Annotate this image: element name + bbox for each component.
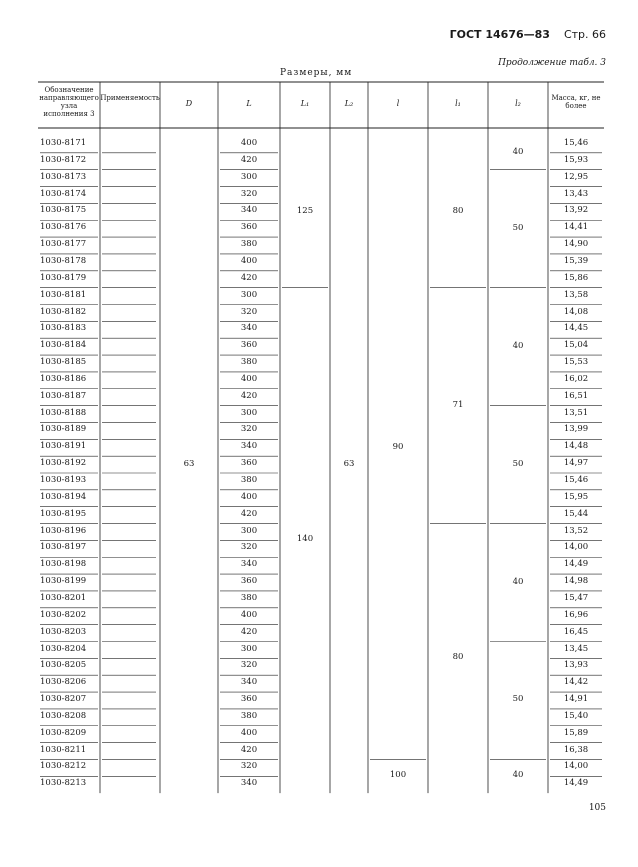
length-cell: 420 bbox=[240, 744, 258, 755]
mass-cell: 14,42 bbox=[563, 677, 589, 688]
mass-cell: 13,45 bbox=[563, 643, 589, 654]
length-cell: 340 bbox=[240, 778, 258, 789]
mass-cell: 14,49 bbox=[563, 559, 589, 570]
mass-cell: 13,99 bbox=[563, 424, 589, 435]
mass-cell: 16,02 bbox=[563, 373, 589, 384]
mass-cell: 13,93 bbox=[563, 660, 589, 671]
length-cell: 320 bbox=[240, 761, 258, 772]
column-header-l1: l₁ bbox=[455, 99, 461, 108]
length-cell: 380 bbox=[240, 475, 258, 485]
mass-cell: 16,51 bbox=[563, 390, 589, 401]
designation-cell: 1030-8189 bbox=[40, 424, 87, 435]
designation-cell: 1030-8194 bbox=[40, 491, 87, 502]
merged-l2-cell: 40 bbox=[512, 770, 524, 781]
mass-cell: 16,45 bbox=[563, 626, 589, 637]
mass-cell: 15,44 bbox=[563, 508, 589, 519]
designation-cell: 1030-8192 bbox=[40, 458, 87, 469]
mass-cell: 14,90 bbox=[563, 239, 589, 250]
length-cell: 340 bbox=[240, 205, 258, 216]
length-cell: 320 bbox=[240, 188, 258, 199]
table-continuation: Продолжение табл. 3 bbox=[498, 58, 606, 68]
length-cell: 300 bbox=[240, 643, 258, 654]
mass-cell: 15,86 bbox=[563, 272, 589, 283]
merged-l2-cell: 40 bbox=[512, 576, 524, 587]
merged-l1-cell: 71 bbox=[452, 399, 464, 410]
designation-cell: 1030-8208 bbox=[40, 710, 87, 721]
designation-cell: 1030-8174 bbox=[40, 188, 87, 199]
designation-cell: 1030-8176 bbox=[40, 222, 87, 233]
column-header-d: D bbox=[185, 99, 193, 108]
length-cell: 380 bbox=[240, 357, 258, 368]
length-cell: 360 bbox=[240, 576, 258, 587]
length-cell: 420 bbox=[240, 626, 258, 637]
length-cell: 400 bbox=[240, 138, 258, 148]
mass-cell: 13,92 bbox=[563, 205, 589, 216]
merged-l2-cell: 40 bbox=[512, 146, 524, 157]
length-cell: 380 bbox=[240, 592, 258, 603]
designation-cell: 1030-8178 bbox=[40, 255, 87, 266]
length-cell: 400 bbox=[240, 255, 258, 266]
length-cell: 320 bbox=[240, 542, 258, 553]
designation-cell: 1030-8209 bbox=[40, 727, 87, 738]
merged-d-cell: 63 bbox=[183, 458, 195, 469]
length-cell: 340 bbox=[240, 677, 258, 688]
length-cell: 420 bbox=[240, 508, 258, 519]
mass-cell: 14,00 bbox=[563, 761, 589, 772]
column-header-application: Применяемость bbox=[100, 94, 160, 102]
length-cell: 340 bbox=[240, 559, 258, 570]
column-header-l: L bbox=[246, 99, 252, 108]
length-cell: 420 bbox=[240, 154, 258, 165]
designation-cell: 1030-8198 bbox=[40, 559, 87, 570]
mass-cell: 15,95 bbox=[563, 491, 589, 502]
length-cell: 320 bbox=[240, 660, 258, 671]
standard-number: ГОСТ 14676—83 bbox=[449, 28, 550, 41]
designation-cell: 1030-8187 bbox=[40, 390, 87, 401]
mass-cell: 14,00 bbox=[563, 542, 589, 553]
designation-cell: 1030-8207 bbox=[40, 694, 87, 705]
mass-cell: 15,53 bbox=[563, 357, 589, 368]
designation-cell: 1030-8183 bbox=[40, 323, 87, 334]
merged-l-cell: 90 bbox=[392, 441, 404, 452]
designation-cell: 1030-8197 bbox=[40, 542, 87, 553]
mass-cell: 15,93 bbox=[563, 154, 589, 165]
designation-cell: 1030-8186 bbox=[40, 373, 87, 384]
column-header-designation: Обозначение направляющего узла исполнения 3 bbox=[39, 86, 99, 118]
page-label: Стр. 66 bbox=[563, 28, 606, 41]
designation-cell: 1030-8195 bbox=[40, 508, 87, 519]
designation-cell: 1030-8204 bbox=[40, 643, 87, 654]
length-cell: 380 bbox=[240, 239, 258, 250]
designation-cell: 1030-8213 bbox=[40, 778, 87, 789]
mass-cell: 13,43 bbox=[563, 188, 589, 199]
mass-cell: 14,91 bbox=[563, 694, 589, 705]
designation-cell: 1030-8188 bbox=[40, 407, 87, 418]
length-cell: 320 bbox=[240, 424, 258, 435]
mass-cell: 14,49 bbox=[563, 778, 589, 789]
designation-cell: 1030-8199 bbox=[40, 576, 87, 587]
length-cell: 420 bbox=[240, 272, 258, 283]
designation-cell: 1030-8196 bbox=[40, 525, 87, 536]
mass-cell: 13,58 bbox=[563, 289, 589, 300]
column-header-l: l bbox=[396, 99, 400, 108]
length-cell: 400 bbox=[240, 727, 258, 738]
mass-cell: 15,47 bbox=[563, 592, 589, 603]
designation-cell: 1030-8171 bbox=[40, 138, 87, 148]
merged-l1-cell: 140 bbox=[296, 534, 314, 545]
merged-l2-cell: 50 bbox=[512, 222, 524, 233]
designation-cell: 1030-8185 bbox=[40, 357, 87, 368]
mass-cell: 14,08 bbox=[563, 306, 589, 317]
designation-cell: 1030-8191 bbox=[40, 441, 87, 452]
mass-cell: 14,98 bbox=[563, 576, 589, 587]
merged-l1-cell: 125 bbox=[296, 205, 314, 216]
mass-cell: 15,46 bbox=[563, 475, 589, 485]
mass-cell: 15,40 bbox=[563, 710, 589, 721]
mass-cell: 14,41 bbox=[563, 222, 589, 233]
page-header bbox=[450, 28, 606, 41]
designation-cell: 1030-8193 bbox=[40, 475, 87, 485]
mass-cell: 15,39 bbox=[563, 255, 589, 266]
length-cell: 400 bbox=[240, 373, 258, 384]
merged-l-cell: 100 bbox=[389, 770, 407, 781]
length-cell: 340 bbox=[240, 323, 258, 334]
designation-cell: 1030-8179 bbox=[40, 272, 87, 283]
mass-cell: 16,96 bbox=[563, 609, 589, 620]
designation-cell: 1030-8206 bbox=[40, 677, 87, 688]
column-header-l2: l₂ bbox=[515, 99, 521, 108]
designation-cell: 1030-8172 bbox=[40, 154, 87, 165]
mass-cell: 14,48 bbox=[563, 441, 589, 452]
mass-cell: 15,04 bbox=[563, 340, 589, 351]
mass-cell: 16,38 bbox=[563, 744, 589, 755]
designation-cell: 1030-8212 bbox=[40, 761, 87, 772]
designation-cell: 1030-8184 bbox=[40, 340, 87, 351]
merged-l2-cell: 63 bbox=[343, 458, 355, 469]
length-cell: 300 bbox=[240, 525, 258, 536]
designation-cell: 1030-8203 bbox=[40, 626, 87, 637]
length-cell: 300 bbox=[240, 407, 258, 418]
table-caption: Размеры, мм bbox=[280, 68, 353, 78]
designation-cell: 1030-8173 bbox=[40, 171, 87, 182]
designation-cell: 1030-8177 bbox=[40, 239, 87, 250]
designation-cell: 1030-8211 bbox=[40, 744, 87, 755]
length-cell: 300 bbox=[240, 289, 258, 300]
merged-l1-cell: 80 bbox=[452, 652, 464, 663]
length-cell: 340 bbox=[240, 441, 258, 452]
mass-cell: 13,52 bbox=[563, 525, 589, 536]
merged-l2-cell: 50 bbox=[512, 458, 524, 469]
merged-l2-cell: 50 bbox=[512, 694, 524, 705]
designation-cell: 1030-8201 bbox=[40, 592, 87, 603]
length-cell: 420 bbox=[240, 390, 258, 401]
designation-cell: 1030-8205 bbox=[40, 660, 87, 671]
mass-cell: 15,89 bbox=[563, 727, 589, 738]
length-cell: 360 bbox=[240, 694, 258, 705]
length-cell: 360 bbox=[240, 458, 258, 469]
merged-l2-cell: 40 bbox=[512, 340, 524, 351]
length-cell: 320 bbox=[240, 306, 258, 317]
mass-cell: 13,51 bbox=[563, 407, 589, 418]
designation-cell: 1030-8202 bbox=[40, 609, 87, 620]
column-header-mass: Масса, кг, не более bbox=[551, 94, 601, 110]
designation-cell: 1030-8175 bbox=[40, 205, 87, 216]
merged-l1-cell: 80 bbox=[452, 205, 464, 216]
mass-cell: 15,46 bbox=[563, 138, 589, 148]
mass-cell: 14,45 bbox=[563, 323, 589, 334]
length-cell: 300 bbox=[240, 171, 258, 182]
mass-cell: 14,97 bbox=[563, 458, 589, 469]
column-header-l1: L₁ bbox=[300, 99, 310, 108]
designation-cell: 1030-8182 bbox=[40, 306, 87, 317]
designation-cell: 1030-8181 bbox=[40, 289, 87, 300]
length-cell: 360 bbox=[240, 340, 258, 351]
length-cell: 400 bbox=[240, 609, 258, 620]
mass-cell: 12,95 bbox=[563, 171, 589, 182]
length-cell: 360 bbox=[240, 222, 258, 233]
column-header-l2: L₂ bbox=[344, 99, 354, 108]
page-number: 105 bbox=[588, 803, 606, 813]
length-cell: 380 bbox=[240, 710, 258, 721]
length-cell: 400 bbox=[240, 491, 258, 502]
